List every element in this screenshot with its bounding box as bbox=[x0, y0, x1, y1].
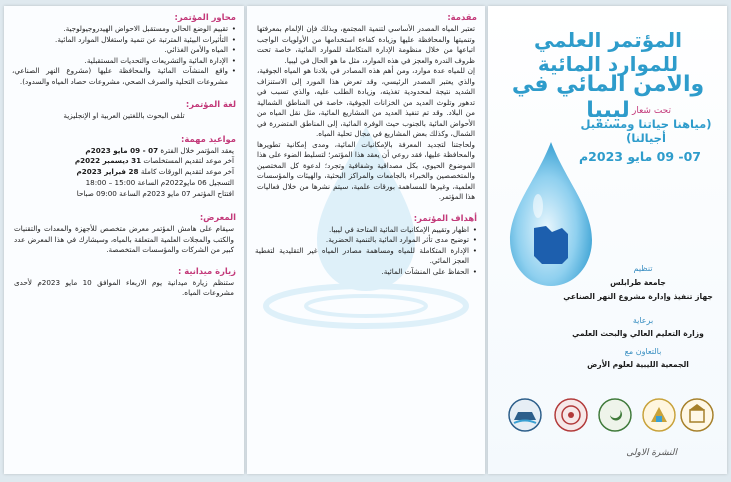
ministry-logo-icon bbox=[598, 398, 632, 432]
goals-item: • توضيح مدى تأثر الموارد المائية بالتنمية الحضرية. bbox=[255, 235, 477, 246]
deadline-label: يعقد المؤتمر خلال الفترة bbox=[160, 145, 234, 155]
deadline-label: آخر موعد لتقديم الورقات كاملة bbox=[140, 167, 234, 177]
exhibition-text: سيقام على هامش المؤتمر معرض متخصص للأجهزة والمعدات والتقنيات والكتب والمجلات العلمية المتعلقة بالمياه، وسيشارك في هذا المعرض عدد كبير من الشركات والمؤسسات المتخصصة. bbox=[14, 224, 234, 255]
slogan: (مياهنا حياتنا ومستقبل أجيالنا) bbox=[580, 117, 712, 145]
organizer-university: جامعة طرابلس bbox=[610, 278, 666, 287]
intro-paragraph: إن للمياه عدة موارد، ومن أهم هذه المصادر في بلادنا هو المياه الجوفية، والذي يعتبر المصدر الرئيسي، وقد تعرض هذا المورد إلى الاستنزاف الشديد نتيجة لمحدودية تغذيته، وزيادة الطلب عليه، والذي تسبب في تدهور وتلوث العديد من الخزانات الجوفية، خاصة في المناطق الشمالية من البلاد. وقد تم تنفيذ العديد من المشاريع المائية، مثل نقل المياه من الأحواض المائية بالجنوب حيث الوفرة المائية، إلى المناطق المتضررة في الشمال، وكذلك بعض المشاريع في مجال تحلية المياه. bbox=[257, 66, 475, 138]
logos-row bbox=[498, 398, 716, 432]
deadline-label: آخر موعد لتقديم المستخلصات bbox=[143, 156, 234, 166]
deadline-row bbox=[14, 156, 234, 167]
university-logo-icon bbox=[680, 398, 714, 432]
field-visit-heading: زيارة ميدانية : bbox=[177, 265, 236, 276]
left-panel bbox=[4, 6, 244, 474]
goals-item: • اظهار وتقييم الإمكانيات المائية المتاحة في ليبيا. bbox=[255, 225, 477, 236]
conference-dates: 07- 09 مايو 2023م bbox=[579, 149, 701, 164]
middle-panel bbox=[247, 6, 485, 474]
society-logo-icon bbox=[554, 398, 588, 432]
cooperation-society: الجمعية الليبية لعلوم الأرض bbox=[587, 360, 689, 369]
goals-item: • الحفاظ على المنشآت المائية. bbox=[255, 267, 477, 278]
organizer-label: تنظيم bbox=[633, 264, 653, 273]
cover-panel bbox=[488, 6, 727, 474]
slogan-label: تحت شعار bbox=[632, 106, 671, 116]
patron-ministry: وزارة التعليم العالي والبحث العلمي bbox=[572, 329, 704, 338]
intro-paragraph: تعتبر المياه المصدر الأساسي لتنمية المجتمع، وبذلك فإن الإلمام بمعرفتها وتنميتها والمحافظة عليها وزيادة كفاءة استخدامها من الأولويات الواجب اتباعها من خلال منظومة الإدارة المتكاملة للموارد المائية، خاصة تحت ظروف الندرة والعجز في هذه الموارد، مثل ما هو الحال في ليبيا. bbox=[257, 24, 475, 65]
themes-item: • الإدارة المائية والتشريعات والتحديات المستقبلية. bbox=[12, 56, 236, 67]
exhibition-heading: المعرض: bbox=[199, 212, 236, 223]
patron-label: برعاية bbox=[632, 316, 654, 325]
deadline-label: افتتاح المؤتمر 07 مايو 2023م bbox=[142, 189, 234, 199]
deadline-value: الساعة 15:00 – 18:00 bbox=[85, 178, 159, 188]
deadline-value: 07 - 09 مايو 2023م bbox=[85, 145, 159, 155]
deadline-value: الساعة 09:00 صباحا bbox=[76, 189, 141, 199]
deadline-label: التسجيل 06 مايو2022م bbox=[160, 178, 234, 188]
dam-logo-icon bbox=[508, 398, 542, 432]
goals-list bbox=[255, 225, 477, 278]
deadline-row bbox=[14, 178, 234, 189]
edition-label: النشرة الاولى bbox=[626, 448, 677, 458]
deadlines-list bbox=[4, 146, 244, 201]
themes-item: • واقع المنشآت المائية والمحافظة عليها (مشروع النهر الصناعي، مشروعات التحلية والصرف الصحي، مشروعات حصاد المياه والسدود). bbox=[12, 66, 236, 87]
conference-title: المؤتمر العلمي للموارد المائية bbox=[533, 28, 683, 76]
deadline-row bbox=[14, 146, 234, 157]
intro-heading: مقدمة: bbox=[447, 12, 477, 22]
deadlines-heading: مواعيد مهمة: bbox=[181, 133, 236, 144]
gmmr-logo-icon bbox=[642, 398, 676, 432]
deadline-row bbox=[14, 189, 234, 200]
language-text: تلقى البحوث باللغتين العربية او الإنجليزية bbox=[63, 111, 185, 120]
cooperation-label: بالتعاون مع bbox=[624, 347, 662, 356]
themes-heading: محاور المؤتمر: bbox=[174, 12, 236, 22]
deadline-value: 28 فبراير 2023م bbox=[76, 167, 139, 177]
organizer-gmmr: جهاز تنفيذ وإدارة مشروع النهر الصناعي bbox=[563, 292, 713, 301]
themes-item: • التأثيرات البيئية المترتبة عن تنمية واستغلال الموارد المائية. bbox=[12, 35, 236, 46]
themes-item: • تقييم الوضع الحالي ومستقبل الاحواض الهيدروجيولوجية. bbox=[12, 24, 236, 35]
themes-item: • المياه والأمن الغذائي. bbox=[12, 45, 236, 56]
goals-heading: أهداف المؤتمر: bbox=[413, 212, 477, 223]
field-visit-text: ستنظم زيارة ميدانية يوم الاربعاء الموافق 10 مايو 2023م لأحدى مشروعات المياه. bbox=[14, 277, 234, 298]
themes-list bbox=[12, 24, 236, 87]
deadline-row bbox=[14, 167, 234, 178]
language-heading: لغة المؤتمر: bbox=[185, 99, 236, 109]
conference-subtitle: والامن المائي في ليبيا bbox=[511, 72, 705, 123]
libya-map-icon bbox=[534, 226, 568, 264]
goals-item: • الإدارة المتكاملة للمياه ومساهمة مصادر المياه غير التقليدية لتغطية العجز المائي. bbox=[255, 246, 477, 267]
deadline-value: 31 ديسمبر 2022م bbox=[74, 156, 142, 166]
intro-paragraph: ولحاجتنا لتجديد المعرفة بالإمكانيات المائية، ومدى إمكانية تطويرها والمحافظة عليها، فقد روعي أن يعقد هذا المؤتمر؛ لتسليط الضوء على هذا الموضوع الحيوي، بكل مصداقية وشفافية وتجرد؛ لدعوة كل المختصين والمتخصصين والخبراء بالجامعات والمراكز البحثية، والهيئات والمؤسسات العلمية، وغيرها للمساهمة بورقات علمية، سيتم نشرها من خلال فعاليات هذا المؤتمر. bbox=[257, 139, 475, 201]
